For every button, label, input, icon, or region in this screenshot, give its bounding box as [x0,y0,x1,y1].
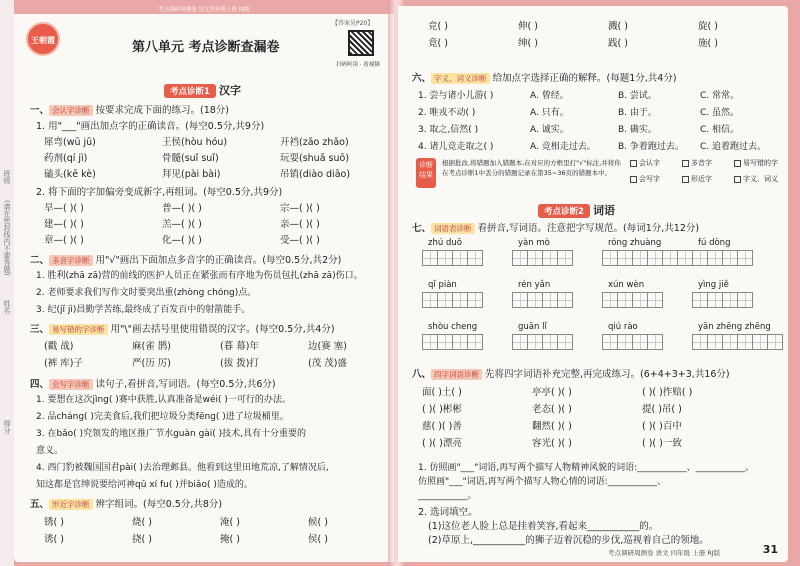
compose-item: 羔—( )( ) [162,219,202,230]
margin-score-label: 得分 [3,420,11,434]
q3-header [30,321,335,335]
grid-cell[interactable] [542,292,558,308]
diagnosis-option-label: 形近字 [691,175,712,183]
writing-grid[interactable] [422,292,482,308]
section2-title: 词语 [592,204,615,217]
q6-item: C. 常常。 [700,91,740,101]
grid-cell[interactable] [452,334,468,350]
grid-cell[interactable] [437,334,453,350]
q8-sub1a: 1. 仿照画"___"词语,再写两个描写人物精神风貌的词语:___________、___________。 [418,463,755,473]
diagnosis-option[interactable] [734,174,778,184]
q5-item: 烧( ) [132,517,152,528]
q3-item: 严(历 厉) [132,358,171,369]
grid-cell[interactable] [617,334,633,350]
writing-grid[interactable] [692,334,782,350]
grid-cell[interactable] [467,292,483,308]
q4-text: 读句子,看拼音,写词语。(每空0.5分,共6分) [95,379,276,390]
q4-line: 2. 品cháng( )完美食后,我们把垃圾分类fēng( )进了垃圾桶里。 [36,412,289,422]
diagnosis-option[interactable] [682,158,712,168]
q8-tag: 四字词语诊断 [431,369,482,380]
grid-cell[interactable] [707,334,723,350]
q1-header: 一、 会认字诊断 按要求完成下面的练习。(18分) [30,105,230,116]
q6-item: A. 只有。 [530,108,569,118]
writing-grid[interactable] [692,250,752,266]
q5-num: 五、 [30,499,50,510]
page-number: 31 [762,543,778,556]
q7-pinyin: róng zhuàng [608,238,662,248]
q3-item: (暮 幕)年 [220,341,259,352]
grid-cell[interactable] [707,250,723,266]
q5-item: 候( ) [308,517,328,528]
diagnosis-option-label: 多音字 [691,159,712,167]
grid-cell[interactable] [617,292,633,308]
writing-grid[interactable] [512,334,572,350]
grid-cell[interactable] [602,250,618,266]
q7-pinyin: yān zhēng zhēng [698,322,771,332]
page-title: 第八单元 考点诊断查漏卷 [132,40,280,55]
grid-cell[interactable] [662,250,678,266]
right-top-item: 竞( ) [428,21,448,32]
diagnosis-option[interactable] [682,174,712,184]
pinyin-item: 王侯(hòu hóu) [162,137,228,148]
grid-cell[interactable] [632,250,648,266]
q8-item: 慈( )( )善 [422,421,462,432]
grid-cell[interactable] [542,334,558,350]
q8-item: 翻然( )( ) [532,421,572,432]
grid-cell[interactable] [557,250,573,266]
pinyin-item: 拜见(pài bài) [162,169,221,180]
grid-cell[interactable] [722,292,738,308]
checkbox-icon[interactable] [630,160,637,167]
compose-item: 受—( )( ) [280,235,320,246]
grid-cell[interactable] [767,334,783,350]
grid-cell[interactable] [647,250,663,266]
q8-sub2-1: (1)这位老人脸上总是挂着笑容,看起来___________的。 [428,521,659,532]
footer: 考点调研周测卷 语文 四年级 上册 RJ版 [608,549,721,557]
grid-cell[interactable] [452,250,468,266]
grid-cell[interactable] [752,334,768,350]
grid-cell[interactable] [647,292,663,308]
grid-cell[interactable] [737,250,753,266]
diagnosis-option[interactable] [630,174,660,184]
top-bar: 考点调研周测卷 语文四年级上册 RJ版 [14,6,394,14]
q6-item: B. 争着跑过去。 [618,142,684,152]
q1-sub1: 1. 用"___"画出加点字的正确读音。(每空0.5分,共9分) [36,121,265,132]
grid-cell[interactable] [452,292,468,308]
q5-item: 掩( ) [220,534,240,545]
q7-tag: 词语表诊断 [431,223,475,234]
grid-cell[interactable] [722,250,738,266]
q6-item: A. 曾经。 [530,91,569,101]
pinyin-item: 吊销(diào diāo) [280,169,351,180]
q8-item: 亭亭( )( ) [532,387,572,398]
qr-caption: 扫码听读 · 看视频 [336,62,380,68]
diagnosis-option[interactable] [734,158,778,168]
diagnosis-option[interactable] [630,158,660,168]
q8-header [412,366,730,380]
q8-num: 八、 [412,369,432,380]
q4-num: 四、 [30,379,50,390]
q6-item: B. 由于。 [618,108,657,118]
q2-line: 1. 胜利(zhā zā)营的前线的医护人员正在紧张而有序地为伤员包扎(zhā zā)伤口。 [36,271,363,281]
grid-cell[interactable] [422,292,438,308]
q8-item: 容光( )( ) [532,438,572,449]
compose-item: 普—( )( ) [162,203,202,214]
grid-cell[interactable] [557,334,573,350]
q3-item: (拔 拨)打 [220,358,259,369]
q6-text: 给加点字选择正确的解释。(每题1分,共4分) [492,73,677,84]
grid-cell[interactable] [722,334,738,350]
q5-header [30,496,222,510]
q6-tag: 字义、词义诊断 [431,73,490,84]
q6-item: 1. 尝与诸小儿游( ) [418,91,494,101]
checkbox-icon[interactable] [682,176,689,183]
right-top-item: 绅( ) [518,38,538,49]
right-top-item: 伸( ) [518,21,538,32]
left-page [14,6,394,562]
q5-item: 挠( ) [132,534,152,545]
grid-cell[interactable] [692,250,708,266]
grid-cell[interactable] [632,292,648,308]
q3-tag: 易写错的字诊断 [49,324,108,335]
q3-item: 边(赛 塞) [308,341,347,352]
q6-item: C. 相信。 [700,125,740,135]
margin-name-label: 姓名 [3,300,11,314]
checkbox-icon[interactable] [734,160,741,167]
q6-item: 2. 唯戎不动( ) [418,108,476,118]
right-top-item: 溅( ) [608,21,628,32]
grid-cell[interactable] [467,250,483,266]
grid-cell[interactable] [737,334,753,350]
pinyin-item: 开裆(zǎo zhǎo) [280,137,349,148]
pinyin-item: 玩耍(shuǎ suō) [280,153,350,164]
q7-pinyin: rén yǎn [518,280,551,290]
q7-text: 看拼音,写词语。注意把字写规范。(每词1分,共12分) [477,223,700,234]
grid-cell[interactable] [692,292,708,308]
grid-cell[interactable] [422,250,438,266]
q3-item: (戳 战) [44,341,74,352]
diagnosis-option-label: 易写错的字 [743,159,778,167]
q8-item: ( )( )拃赔( ) [642,387,693,398]
q8-item: 面( )土( ) [422,387,462,398]
q7-pinyin: guān lǐ [518,322,547,332]
q5-item: 诱( ) [44,534,64,545]
grid-cell[interactable] [527,250,543,266]
compose-item: 亲—( )( ) [280,219,320,230]
q4-line: 知这都是官绅说要给河神qǔ xí fu( )并biǎo( )造成的。 [36,480,253,490]
grid-cell[interactable] [512,292,528,308]
q5-tag: 形近字诊断 [49,499,93,510]
section2-badge: 考点诊断2 [538,204,590,218]
q8-sub1b: 仿照画"___"词语,再写两个描写人物心情的词语:___________、 [418,477,667,487]
grid-cell[interactable] [527,334,543,350]
writing-grid[interactable] [602,334,662,350]
grid-cell[interactable] [707,292,723,308]
grid-cell[interactable] [692,334,708,350]
right-page [398,6,788,562]
compose-item: 宗—( )( ) [280,203,320,214]
q7-num: 七、 [412,223,432,234]
grid-cell[interactable] [437,250,453,266]
section1-title: 汉字 [218,84,241,97]
q4-tag: 会写字诊断 [49,379,93,390]
writing-grid[interactable] [692,292,752,308]
diagnosis-option-label: 会认字 [639,159,660,167]
compose-item: 建—( )( ) [44,219,84,230]
q5-item: 侯( ) [308,534,328,545]
grid-cell[interactable] [602,334,618,350]
q8-item: ( )( )漂亮 [422,438,462,449]
q8-text: 先将四字词语补充完整,再完成练习。(6+4+3+3,共16分) [485,369,730,380]
q6-item: C. 追着跑过去。 [700,142,767,152]
q6-header [412,70,677,84]
grid-cell[interactable] [437,292,453,308]
checkbox-icon[interactable] [682,160,689,167]
q7-pinyin: shòu cheng [428,322,478,332]
diagnosis-badge: 诊断结果 [416,158,436,188]
q2-tag: 多音字诊断 [49,255,93,266]
binding-margin [0,0,14,566]
right-top-item: 践( ) [608,38,628,49]
q4-line: 4. 西门豹被魏国国君pài( )去治理邺县。他看到这里田地荒凉,了解情况后, [36,463,329,473]
q7-pinyin: qiú rào [608,322,638,332]
q6-item: 3. 取之,信然( ) [418,125,479,135]
q5-item: 锈( ) [44,517,64,528]
grid-cell[interactable] [512,334,528,350]
q6-item: B. 确实。 [618,125,657,135]
q8-sub2-2: (2)草原上,___________的狮子迈着沉稳的步伐,巡视着自己的领地。 [428,535,709,546]
grid-cell[interactable] [527,292,543,308]
section1-badge: 考点诊断1 [164,84,216,98]
q8-item: 老态( )( ) [532,404,572,415]
q8-item: 提( )吊( ) [642,404,682,415]
pinyin-item: 磕头(kē kè) [44,169,96,180]
q2-line: 3. 纪(jǐ jì)昌勤学苦练,最终成了百发百中的射箭能手。 [36,305,251,315]
grid-cell[interactable] [542,250,558,266]
pinyin-item: 药剂(qí jì) [44,153,88,164]
q7-pinyin: yàn mò [518,238,550,248]
margin-class-label: 班级 [3,170,11,184]
writing-grid[interactable] [422,334,482,350]
grid-cell[interactable] [737,292,753,308]
writing-grid[interactable] [422,250,482,266]
grid-cell[interactable] [557,292,573,308]
q7-pinyin: xún wèn [608,280,645,290]
q5-item: 淹( ) [220,517,240,528]
q6-item: B. 尝试。 [618,91,657,101]
right-top-item: 施( ) [698,38,718,49]
right-top-item: 竟( ) [428,38,448,49]
q7-pinyin: zhú duǒ [428,238,462,248]
q4-line: 意义。 [36,446,64,456]
q7-header [412,220,699,234]
pinyin-item: 犀弯(wū jū) [44,137,96,148]
q6-num: 六、 [412,73,432,84]
grid-cell[interactable] [467,334,483,350]
q2-header: 二、 多音字诊断 用"√"画出下面加点多音字的正确读音。(每空0.5分,共2分) [30,255,342,266]
grid-cell[interactable] [602,292,618,308]
q4-header [30,376,276,390]
q8-item: ( )( )彬彬 [422,404,462,415]
q1-text: 按要求完成下面的练习。(18分) [95,105,230,116]
q3-text: 用"\"画去括号里使用错误的汉字。(每空0.5分,共4分) [110,324,335,335]
grid-cell[interactable] [512,250,528,266]
compose-item: 旱—( )( ) [44,203,84,214]
q3-item: (裤 库)子 [44,358,83,369]
grid-cell[interactable] [677,250,693,266]
q8-item: ( )( )百中 [642,421,682,432]
right-top-item: 旋( ) [698,21,718,32]
brand-logo: 王朝霞 [26,22,60,56]
q2-text: 用"√"画出下面加点多音字的正确读音。(每空0.5分,共2分) [95,255,342,266]
grid-cell[interactable] [632,334,648,350]
q7-pinyin: qǐ piàn [428,280,457,290]
q3-item: (茂 茂)盛 [308,358,347,369]
diagnosis-text: 根据批改,将错题加入错题本,在对应的方框里打"√"标注,并将你在考点诊断1中丢分的错题记录在第35~36页的错题本中。 [442,159,621,177]
grid-cell[interactable] [617,250,633,266]
pinyin-item: 骨髓(suǐ suǐ) [162,153,219,164]
checkbox-icon[interactable] [630,176,637,183]
q6-item: 4. 诸儿竞走取之( ) [418,142,494,152]
writing-grid[interactable] [602,250,692,266]
q8-item: ( )( )一致 [642,438,682,449]
q8-sub2: 2. 选词填空。 [418,507,478,518]
checkbox-icon[interactable] [734,176,741,183]
q1-sub2: 2. 将下面的字加偏旁变成新字,再组词。(每空0.5分,共9分) [36,187,283,198]
q1-tag: 会认字诊断 [49,105,93,116]
q7-pinyin: fú dòng [698,238,731,248]
diagnosis-option-label: 会写字 [639,175,660,183]
grid-cell[interactable] [422,334,438,350]
q4-line: 3. 在bǎo( )究领发的地区推广节水guàn gài( )技术,具有十分重要的 [36,429,307,439]
writing-grid[interactable] [602,292,662,308]
q3-item: 麻(雀 鹊) [132,341,171,352]
compose-item: 化—( )( ) [162,235,202,246]
margin-notice: (请在密封线内不要答题) [3,200,11,276]
q6-item: A. 诚实。 [530,125,569,135]
writing-grid[interactable] [512,250,572,266]
qr-code [348,30,374,56]
grid-cell[interactable] [647,334,663,350]
q7-pinyin: yìng jiě [698,280,729,290]
q3-num: 三、 [30,324,50,335]
compose-item: 章—( )( ) [44,235,84,246]
q4-line: 1. 要想在这次jìng( )赛中获胜,认真准备是wéi( )一可行的办法。 [36,395,291,405]
q6-item: C. 虽然。 [700,108,740,118]
writing-grid[interactable] [512,292,572,308]
q6-item: A. 竞相走过去。 [530,142,596,152]
answer-hint: 【答案见P20】 [332,20,374,27]
diagnosis-option-label: 字义、词义 [743,175,778,183]
q2-line: 2. 老师要求我们写作文时要突出重(zhòng chóng)点。 [36,288,257,298]
q8-sub1c: ___________。 [418,491,477,501]
q5-text: 辨字组词。(每空0.5分,共8分) [95,499,223,510]
